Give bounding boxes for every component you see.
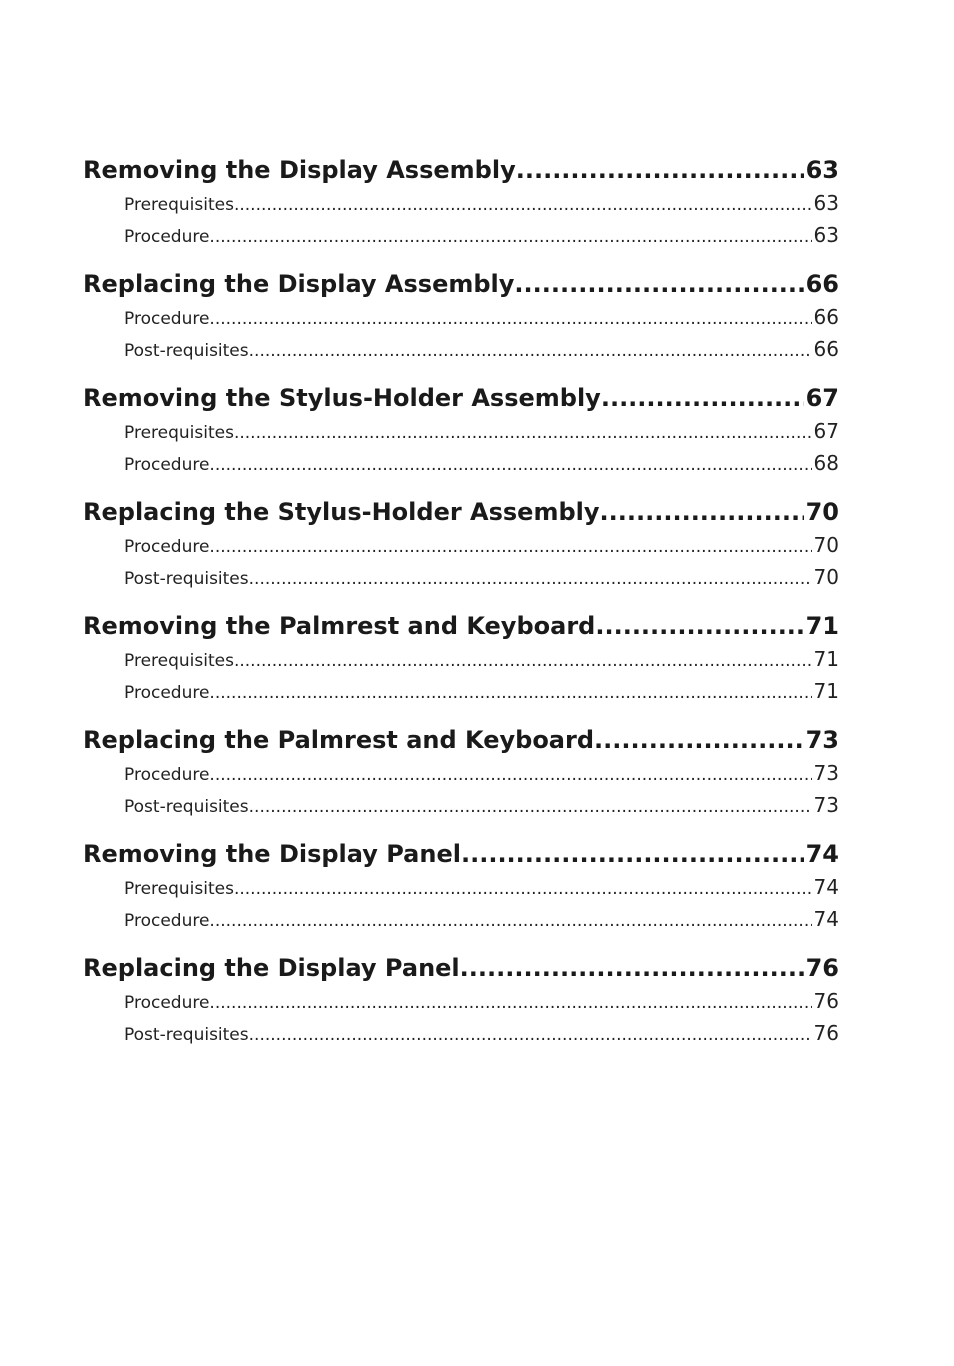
toc-subsection-title: Procedure (124, 765, 210, 785)
toc-subsection-title: Post-requisites (124, 1025, 249, 1045)
toc-subsection-page: 71 (813, 647, 839, 671)
toc-chapter-page: 76 (805, 954, 839, 982)
toc-chapter-title: Removing the Stylus-Holder Assembly (83, 384, 601, 412)
toc-subsection-page: 74 (813, 907, 839, 931)
toc-subsection-title: Post-requisites (124, 797, 249, 817)
toc-subsection-link[interactable] (83, 675, 839, 707)
dot-leader (234, 189, 812, 219)
dot-leader (514, 267, 803, 301)
dot-leader (460, 951, 804, 985)
toc-chapter-link[interactable] (83, 951, 839, 985)
toc-subsection-page: 67 (813, 419, 839, 443)
dot-leader (209, 905, 811, 935)
toc-subsection-page: 70 (813, 533, 839, 557)
dot-leader (249, 791, 812, 821)
dot-leader (516, 153, 804, 187)
toc-chapter-title: Replacing the Stylus-Holder Assembly (83, 498, 600, 526)
dot-leader (249, 1019, 812, 1049)
dot-leader (234, 417, 812, 447)
toc-chapter-link[interactable] (83, 723, 839, 757)
toc-section (83, 723, 839, 821)
toc-subsection-page: 66 (813, 337, 839, 361)
toc-subsection-title: Procedure (124, 993, 210, 1013)
toc-subsection-link[interactable] (83, 561, 839, 593)
dot-leader (209, 759, 811, 789)
dot-leader (209, 677, 811, 707)
toc-subsection-page: 76 (813, 1021, 839, 1045)
toc-section (83, 609, 839, 707)
toc-subsection-title: Post-requisites (124, 341, 249, 361)
toc-chapter-page: 66 (805, 270, 839, 298)
toc-chapter-link[interactable] (83, 837, 839, 871)
toc-chapter-title: Removing the Display Assembly (83, 156, 516, 184)
dot-leader (209, 531, 811, 561)
toc-chapter-page: 73 (805, 726, 839, 754)
toc-section (83, 267, 839, 365)
toc-subsection-page: 76 (813, 989, 839, 1013)
toc-subsection-page: 71 (813, 679, 839, 703)
toc-subsection-link[interactable] (83, 1017, 839, 1049)
toc-chapter-link[interactable] (83, 267, 839, 301)
toc-subsection-link[interactable] (83, 415, 839, 447)
toc-section (83, 837, 839, 935)
toc-chapter-title: Replacing the Display Panel (83, 954, 460, 982)
toc-subsection-title: Procedure (124, 683, 210, 703)
toc-subsection-page: 70 (813, 565, 839, 589)
toc-subsection-link[interactable] (83, 903, 839, 935)
toc-subsection-title: Prerequisites (124, 423, 234, 443)
dot-leader (209, 987, 811, 1017)
toc-subsection-page: 73 (813, 793, 839, 817)
toc-subsection-link[interactable] (83, 643, 839, 675)
toc-subsection-title: Procedure (124, 309, 210, 329)
toc-subsection-title: Procedure (124, 455, 210, 475)
toc-chapter-title: Replacing the Display Assembly (83, 270, 515, 298)
toc-chapter-page: 70 (805, 498, 839, 526)
toc-subsection-title: Post-requisites (124, 569, 249, 589)
toc-subsection-page: 63 (813, 191, 839, 215)
toc-subsection-title: Procedure (124, 911, 210, 931)
toc-subsection-page: 74 (813, 875, 839, 899)
dot-leader (234, 645, 812, 675)
toc-chapter-title: Removing the Display Panel (83, 840, 461, 868)
toc-section (83, 153, 839, 251)
dot-leader (209, 221, 811, 251)
toc-subsection-link[interactable] (83, 871, 839, 903)
toc-section (83, 951, 839, 1049)
dot-leader (209, 449, 811, 479)
toc-chapter-link[interactable] (83, 381, 839, 415)
toc-subsection-link[interactable] (83, 301, 839, 333)
toc-subsection-link[interactable] (83, 757, 839, 789)
toc-subsection-title: Prerequisites (124, 651, 234, 671)
toc-subsection-page: 66 (813, 305, 839, 329)
dot-leader (461, 837, 804, 871)
toc-subsection-link[interactable] (83, 333, 839, 365)
toc-section (83, 495, 839, 593)
toc-chapter-link[interactable] (83, 495, 839, 529)
toc-subsection-title: Prerequisites (124, 195, 234, 215)
toc-subsection-link[interactable] (83, 187, 839, 219)
toc-subsection-link[interactable] (83, 219, 839, 251)
dot-leader (249, 335, 812, 365)
dot-leader (601, 381, 804, 415)
toc-subsection-page: 73 (813, 761, 839, 785)
toc-chapter-link[interactable] (83, 609, 839, 643)
toc-subsection-title: Procedure (124, 537, 210, 557)
dot-leader (209, 303, 811, 333)
toc-subsection-link[interactable] (83, 985, 839, 1017)
toc-subsection-title: Procedure (124, 227, 210, 247)
toc-chapter-title: Replacing the Palmrest and Keyboard (83, 726, 595, 754)
toc-chapter-page: 71 (805, 612, 839, 640)
toc-chapter-link[interactable] (83, 153, 839, 187)
dot-leader (595, 609, 803, 643)
dot-leader (600, 495, 804, 529)
toc-chapter-title: Removing the Palmrest and Keyboard (83, 612, 596, 640)
table-of-contents (83, 153, 839, 1065)
toc-subsection-title: Prerequisites (124, 879, 234, 899)
toc-chapter-page: 74 (805, 840, 839, 868)
toc-subsection-page: 63 (813, 223, 839, 247)
toc-subsection-page: 68 (813, 451, 839, 475)
toc-subsection-link[interactable] (83, 529, 839, 561)
dot-leader (234, 873, 812, 903)
toc-subsection-link[interactable] (83, 447, 839, 479)
dot-leader (249, 563, 812, 593)
toc-subsection-link[interactable] (83, 789, 839, 821)
toc-chapter-page: 67 (805, 384, 839, 412)
toc-section (83, 381, 839, 479)
toc-chapter-page: 63 (805, 156, 839, 184)
dot-leader (594, 723, 804, 757)
